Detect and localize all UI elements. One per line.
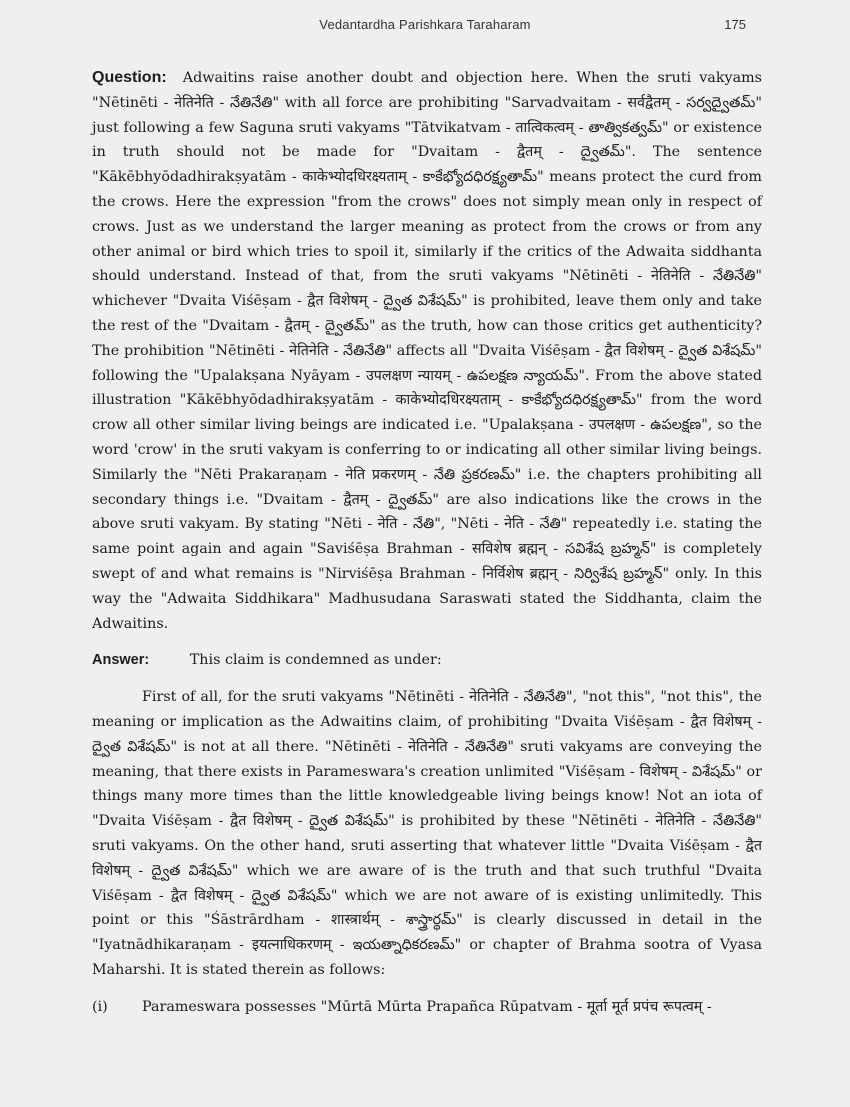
header-title: Vedantardha Parishkara Taraharam <box>319 17 531 32</box>
body-paragraph: First of all, for the sruti vakyams "Nētinēti - नेतिनेति - నేతినేతి", "not this", "not this", the meaning or implication as the Adwaitins claim, of prohibiting "Dvaita Viśēṣam - द्वैत विशेषम् - ద్వైత విశేషమ్" is not at all there. "Nētinēti - नेतिनेति - నేతినేతి" sruti vakyams are conveying the meaning, that there exists in Parameswara's creation unlimited "Viśēṣam - विशेषम् - విశేషమ్" or things many more times than the little knowledgeable living beings know! Not an iota of "Dvaita Viśēṣam - द्वैत विशेषम् - ద్వైత విశేషమ్" is prohibited by these "Nētinēti - नेतिनेति - నేతినేతి" sruti vakyams. On the other hand, sruti asserting that whatever little "Dvaita Viśēṣam - द्वैत विशेषम् - ద్వైత విశేషమ్" which we are aware of is the truth and that such truthful "Dvaita Viśēṣam - द्वैत विशेषम् - ద్వైత విశేషమ్" which we are not aware of is existing unlimitedly. This point or this "Śāstrārdham - शास्त्रार्थम् - శాస్త్రార్థమ్" is clearly discussed in detail in the "Iyatnādhikaraṇam - इयत्नाधिकरणम् - ఇయత్నాధికరణమ్" or chapter of Brahma sootra of Vyasa Maharshi. It is stated therein as follows: <box>92 689 762 978</box>
list-item <box>92 995 762 1020</box>
list-item-text: Parameswara possesses "Mūrtā Mūrta Prapañca Rūpatvam - मूर्ता मूर्त प्रपंच रूपत्वम् - <box>142 998 712 1015</box>
question-text: Adwaitins raise another doubt and objection here. When the sruti vakyams "Nētinēti - नेतिनेति - నేతినేతి" with all force are prohibiting "Sarvadvaitam - सर्वद्वैतम् - సర్వద్వైతమ్" just following a few Saguna sruti vakyams "Tātvikatvam - तात्विकत्वम् - తాత్వికత్వమ్" or existence in truth should not be made for "Dvaitam - द्वैतम् - ద్వైతమ్". The sentence "Kākēbhyōdadhirakṣyatām - काकेभ्योदधिरक्ष्यताम् - కాకేభ్యోదధిరక్ష్యతామ్" means protect the curd from the crows. Here the expression "from the crows" does not simply mean only in respect of crows. Just as we understand the larger meaning as protect from the crows or from any other animal or bird which tries to spoil it, similarly if the critics of the Adwaita siddhanta should understand. Instead of that, from the sruti vakyams "Nētinēti - नेतिनेति - నేతినేతి" whichever "Dvaita Viśēṣam - द्वैत विशेषम् - ద్వైత విశేషమ్" is prohibited, leave them only and take the rest of the "Dvaitam - द्वैतम् - ద్వైతమ్" as the truth, how can those critics get authenticity? The prohibition "Nētinēti - नेतिनेति - నేతినేతి" affects all "Dvaita Viśēṣam - द्वैत विशेषम् - ద్వైత విశేషమ్" following the "Upalakṣana Nyāyam - उपलक्षण न्यायम् - ఉపలక్షణ న్యాయమ్". From the above stated illustration "Kākēbhyōdadhirakṣyatām - काकेभ्योदधिरक्ष्यताम् - కాకేభ్యోదధిరక్ష్యతామ్" from the word crow all other similar living beings are indicated i.e. "Upalakṣana - उपलक्षण - ఉపలక్షణ", so the word 'crow' in the sruti vakyam is conferring to or indicating all other similar living beings. Similarly the "Nēti Prakaraṇam - नेति प्रकरणम् - నేతి ప్రకరణమ్" i.e. the chapters prohibiting all secondary things i.e. "Dvaitam - द्वैतम् - ద్వైతమ్" are also indications like the crows in the above sruti vakyam. By stating "Nēti - नेति - నేతి", "Nēti - नेति - నేతి" repeatedly i.e. stating the same point again and again "Saviśēṣa Brahman - सविशेष ब्रह्मन् - సవిశేష బ్రహ్మన్" is completely swept of and what remains is "Nirviśēṣa Brahman - निर्विशेष ब्रह्मन् - నిర్విశేష బ్రహ్మన్" only. In this way the "Adwaita Siddhikara" Madhusudana Saraswati stated the Siddhanta, claim the Adwaitins. <box>92 70 762 632</box>
list-item-number: (i) <box>92 998 108 1015</box>
page-body <box>92 66 762 1019</box>
running-header <box>0 14 850 36</box>
answer-text: This claim is condemned as under: <box>189 652 442 669</box>
question-label: Question: <box>92 69 167 86</box>
page-number: 175 <box>724 17 746 32</box>
answer-paragraph <box>92 648 762 673</box>
question-paragraph <box>92 66 762 636</box>
answer-label: Answer: <box>92 652 150 669</box>
